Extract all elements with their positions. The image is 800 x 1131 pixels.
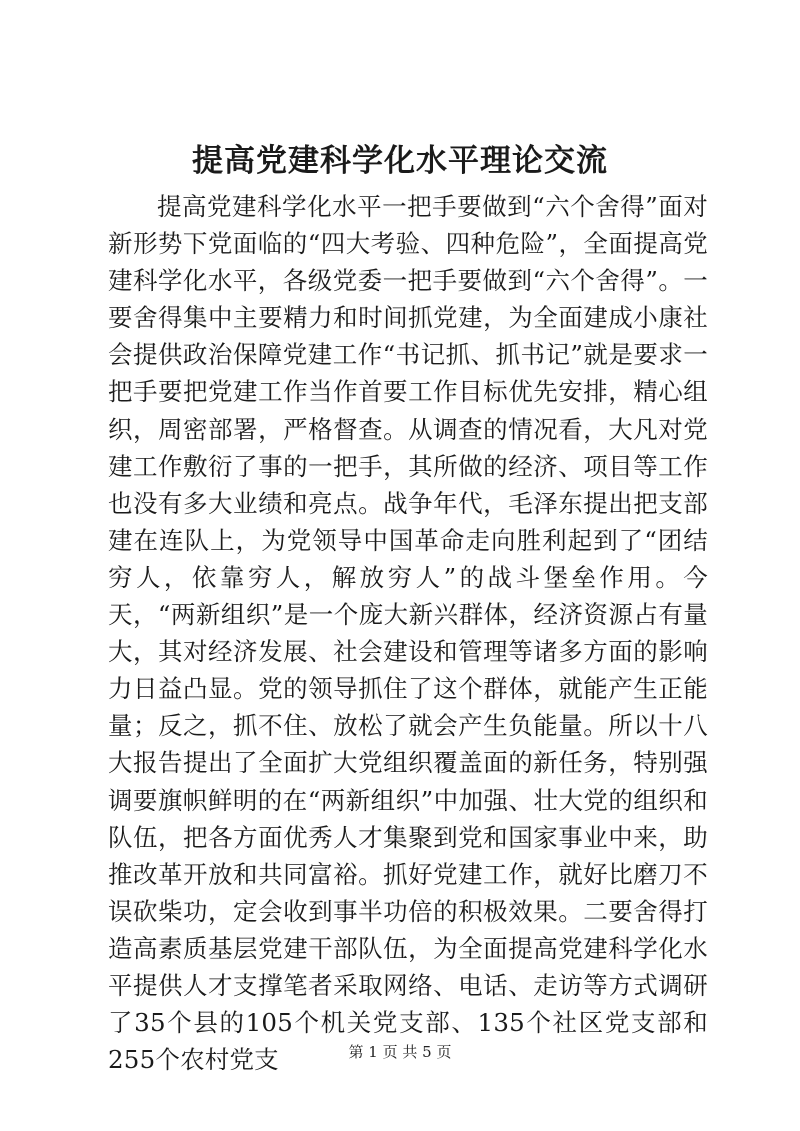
document-title: 提高党建科学化水平理论交流 bbox=[192, 143, 608, 179]
page-number-footer: 第 1 页 共 5 页 bbox=[348, 1043, 452, 1061]
body-paragraph: 提高党建科学化水平一把手要做到“六个舍得”面对新形势下党面临的“四大考验、四种危险”，全面提高党建科学化水平，各级党委一把手要做到“六个舍得”。一要舍得集中主要精力和时间抓党建，为全面建成小康社会提供政治保障党建工作“书记抓、抓书记”就是要求一把手要把党建工作当作首要工作目标优先安排，精心组织，周密部署，严格督查。从调查的情况看，大凡对党建工作敷衍了事的一把手，其所做的经济、项目等工作也没有多大业绩和亮点。战争年代，毛泽东提出把支部建在连队上，为党领导中国革命走向胜利起到了“团结穷人，依靠穷人，解放穷人”的战斗堡垒作用。今天，“两新组织”是一个庞大新兴群体，经济资源占有量大，其对经济发展、社会建设和管理等诸多方面的影响力日益凸显。党的领导抓住了这个群体，就能产生正能量；反之，抓不住、放松了就会产生负能量。所以十八大报告提出了全面扩大党组织覆盖面的新任务，特别强调要旗帜鲜明的在“两新组织”中加强、壮大党的组织和队伍，把各方面优秀人才集聚到党和国家事业中来，助推改革开放和共同富裕。抓好党建工作，就好比磨刀不误砍柴功，定会收到事半功倍的积极效果。二要舍得打造高素质基层党建干部队伍，为全面提高党建科学化水平提供人才支撑笔者采取网络、电话、走访等方式调研了35个县的105个机关党支部、135个社区党支部和255个农村党支 bbox=[108, 192, 708, 1075]
